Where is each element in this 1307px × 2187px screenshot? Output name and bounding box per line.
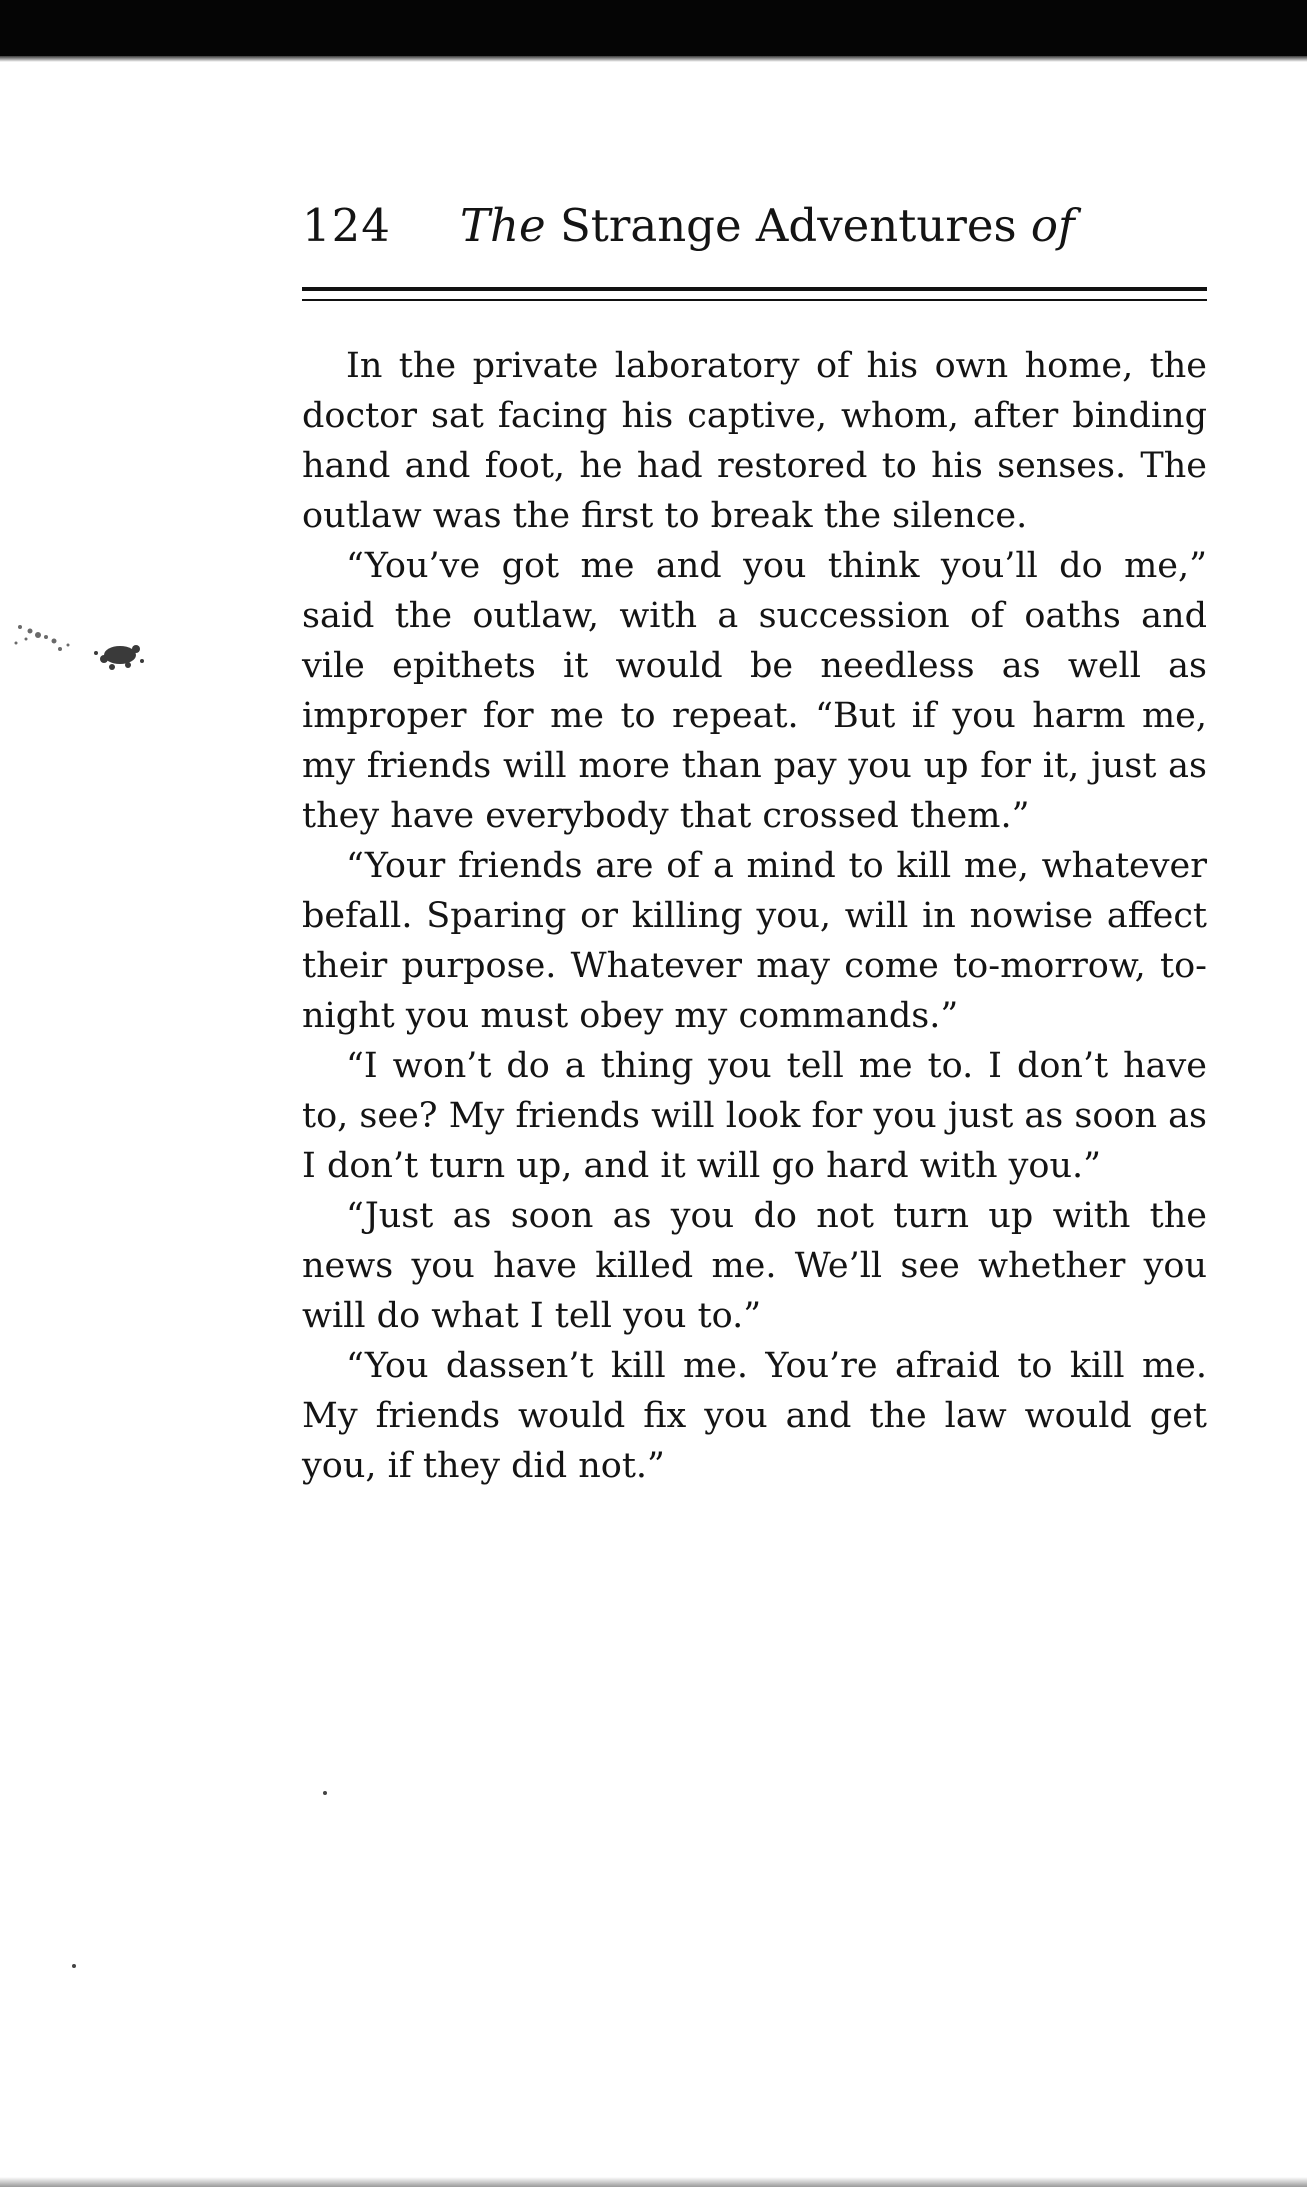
scan-bottom-border [0, 2177, 1307, 2187]
running-title-the: The [460, 199, 546, 252]
paragraph: “I won’t do a thing you tell me to. I don’t have to, see? My friends will look for you just as soon as I don’t turn up, and it will go hard with you.” [302, 1046, 1207, 1186]
ink-smudge [8, 615, 158, 685]
running-title-of: of [1030, 199, 1075, 252]
running-title [460, 196, 1075, 256]
page-number: 124 [302, 199, 391, 252]
header-rule-thick [302, 287, 1207, 291]
paragraph: “You dassen’t kill me. You’re afraid to kill me. My friends would fix you and the law would get you, if they did not.” [302, 1346, 1207, 1486]
ink-speck [323, 1791, 327, 1795]
paragraph: “Your friends are of a mind to kill me, whatever befall. Sparing or killing you, will in nowise affect their purpose. Whatever may come to-morrow, to-night you must obey my commands.” [302, 846, 1207, 1036]
running-head [302, 196, 1207, 256]
running-title-main: Strange Adventures [559, 199, 1017, 252]
ink-speck [72, 1964, 76, 1968]
paragraph: “Just as soon as you do not turn up with the news you have killed me. We’ll see whether you will do what I tell you to.” [302, 1196, 1207, 1336]
header-rule-thin [302, 299, 1207, 301]
body-text [302, 341, 1207, 1491]
paragraph: “You’ve got me and you think you’ll do me,” said the outlaw, with a succession of oaths and vile epithets it would be needless as well as improper for me to repeat. “But if you harm me, my friends will more than pay you up for it, just as they have everybody that crossed them.” [302, 546, 1207, 836]
paragraph: In the private laboratory of his own home, the doctor sat facing his captive, whom, after binding hand and foot, he had restored to his senses. The outlaw was the first to break the silence. [302, 346, 1207, 536]
